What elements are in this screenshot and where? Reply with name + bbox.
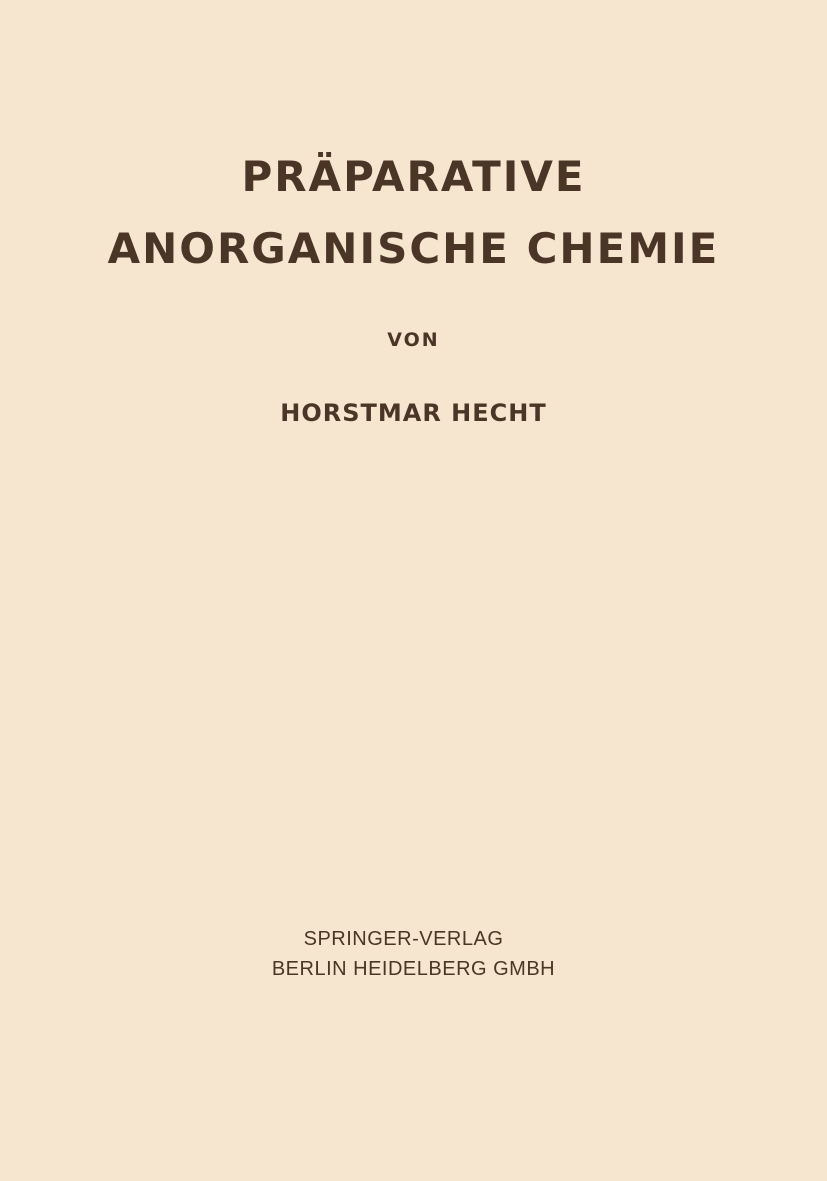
title-line-2: ANORGANISCHE CHEMIE — [107, 224, 720, 273]
by-label: VON — [387, 329, 440, 351]
title-line-1: PRÄPARATIVE — [241, 152, 586, 201]
author-name: HORSTMAR HECHT — [280, 399, 547, 427]
publisher-name: SPRINGER-VERLAG — [303, 928, 504, 950]
publisher-location: BERLIN HEIDELBERG GMBH — [271, 958, 556, 980]
